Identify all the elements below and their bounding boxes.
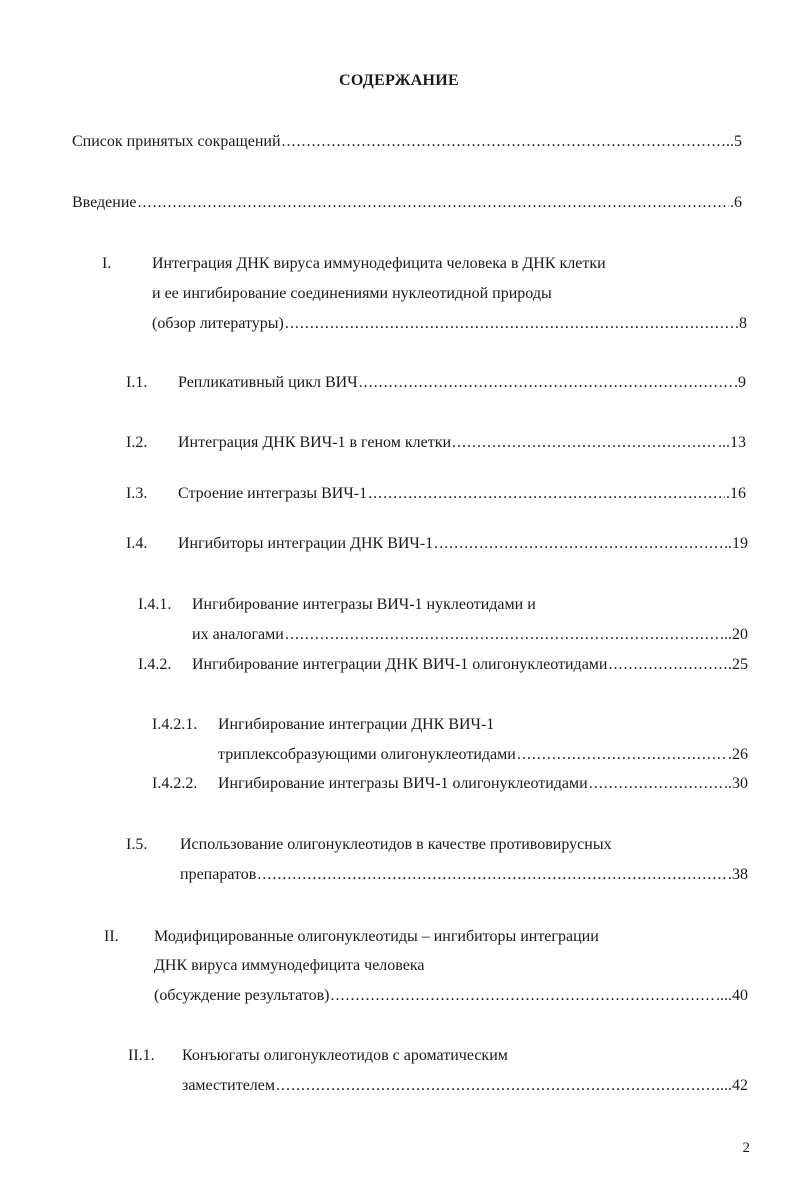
toc-page-number: ....40: [716, 987, 748, 1004]
toc-page-number: ..30: [724, 775, 748, 792]
toc-section-number: I.: [102, 255, 112, 272]
toc-page-number: .19: [728, 535, 748, 552]
toc-entry-text: препаратов: [180, 866, 257, 883]
toc-entry-text: Модифицированные олигонуклеотиды – ингибиторы интеграции: [154, 928, 599, 945]
toc-entry-text: Список принятых сокращений: [72, 133, 281, 150]
leader-dots: [282, 131, 725, 153]
toc-entry-I-4-2[interactable]: [138, 654, 748, 676]
toc-section-number: II.1.: [128, 1047, 155, 1064]
toc-entry-I-3[interactable]: [126, 483, 746, 505]
leader-dots: [285, 313, 734, 335]
leader-dots: [452, 432, 717, 454]
toc-page-number: .9: [734, 374, 746, 391]
toc-entry-text: Ингибирование интеграции ДНК ВИЧ-1 олигонуклеотидами: [192, 656, 608, 673]
toc-entry-I-4-2-2[interactable]: [152, 773, 748, 795]
toc-entry-text: Введение: [72, 194, 137, 211]
leader-dots: [138, 192, 730, 214]
toc-page-number: ..20: [724, 626, 748, 643]
toc-section-number: I.4.: [126, 535, 148, 552]
toc-entry-text: Ингибирование интеграции ДНК ВИЧ-1: [218, 716, 495, 733]
leader-dots: [608, 654, 727, 676]
toc-entry-text: заместителем: [182, 1077, 276, 1094]
toc-entry-text: ДНК вируса иммунодефицита человека: [154, 957, 425, 974]
leader-dots: [257, 864, 727, 886]
toc-section-number: I.4.2.1.: [152, 716, 198, 733]
toc-entry-introduction[interactable]: [72, 192, 742, 214]
toc-entry-I-5-line1[interactable]: [126, 834, 612, 856]
toc-entry-text: Ингибирование интегразы ВИЧ-1 олигонуклеотидами: [218, 775, 588, 792]
toc-page-number: ...13: [718, 434, 746, 451]
toc-entry-text: Строение интегразы ВИЧ-1: [178, 485, 368, 502]
toc-entry-I-4[interactable]: [126, 533, 748, 555]
toc-section-number: I.3.: [126, 485, 148, 502]
toc-section-number: I.1.: [126, 374, 148, 391]
toc-entry-text: (обзор литературы): [152, 315, 284, 332]
toc-entry-text: Репликативный цикл ВИЧ: [178, 374, 358, 391]
toc-page-number: .38: [728, 866, 748, 883]
toc-entry-text: Ингибиторы интеграции ДНК ВИЧ-1: [178, 535, 434, 552]
toc-entry-II-line2: [154, 955, 424, 977]
toc-section-number: II.: [104, 928, 119, 945]
toc-page-number: .8: [735, 315, 747, 332]
toc-section-number: I.4.1.: [138, 596, 172, 613]
toc-entry-text: их аналогами: [192, 626, 284, 643]
toc-entry-text: и ее ингибирование соединениями нуклеотидной природы: [152, 285, 552, 302]
toc-entry-I-2[interactable]: [126, 432, 746, 454]
toc-entry-I-line3[interactable]: [152, 313, 747, 335]
toc-entry-text: Использование олигонуклеотидов в качестве противовирусных: [180, 836, 612, 853]
toc-entry-II-1-line1[interactable]: [128, 1045, 508, 1067]
toc-entry-II-1-line2[interactable]: [182, 1075, 748, 1097]
leader-dots: [359, 372, 733, 394]
toc-entry-II-line3[interactable]: [154, 985, 748, 1007]
toc-entry-I-5-line2[interactable]: [180, 864, 748, 886]
toc-entry-text: Интеграция ДНК вируса иммунодефицита человека в ДНК клетки: [152, 255, 606, 272]
leader-dots: [330, 985, 715, 1007]
toc-entry-I-4-2-1-line2[interactable]: [218, 744, 748, 766]
toc-entry-text: Интеграция ДНК ВИЧ-1 в геном клетки: [178, 434, 452, 451]
toc-entry-I-4-1-line1[interactable]: [138, 594, 536, 616]
leader-dots: [285, 624, 723, 646]
toc-page-number: .25: [728, 656, 748, 673]
leader-dots: [368, 483, 725, 505]
leader-dots: [434, 533, 727, 555]
toc-entry-II-line1[interactable]: [104, 926, 599, 948]
toc-section-number: I.2.: [126, 434, 148, 451]
leader-dots: [276, 1075, 719, 1097]
toc-section-number: I.4.2.: [138, 656, 172, 673]
toc-section-number: I.5.: [126, 836, 148, 853]
toc-entry-text: (обсуждение результатов): [154, 987, 330, 1004]
toc-entry-I-line1[interactable]: [102, 253, 606, 275]
toc-entry-I-1[interactable]: [126, 372, 746, 394]
toc-page-number: .26: [728, 746, 748, 763]
toc-entry-abbreviations[interactable]: [72, 131, 742, 153]
toc-entry-I-line2: [152, 283, 552, 305]
toc-entry-text: Ингибирование интегразы ВИЧ-1 нуклеотидами и: [192, 596, 536, 613]
toc-page-number: .16: [726, 485, 746, 502]
page-title: СОДЕРЖАНИЕ: [338, 72, 460, 89]
toc-entry-I-4-1-line2[interactable]: [192, 624, 748, 646]
toc-section-number: I.4.2.2.: [152, 775, 198, 792]
leader-dots: [589, 773, 723, 795]
toc-page-number: ..5: [726, 133, 742, 150]
toc-entry-I-4-2-1-line1[interactable]: [152, 714, 494, 736]
toc-page-number: .6: [730, 194, 742, 211]
page-number: 2: [742, 1140, 750, 1156]
toc-entry-text: триплексобразующими олигонуклеотидами: [218, 746, 516, 763]
toc-entry-text: Конъюгаты олигонуклеотидов с ароматическим: [182, 1047, 508, 1064]
toc-page-number: ...42: [720, 1077, 748, 1094]
leader-dots: [517, 744, 727, 766]
